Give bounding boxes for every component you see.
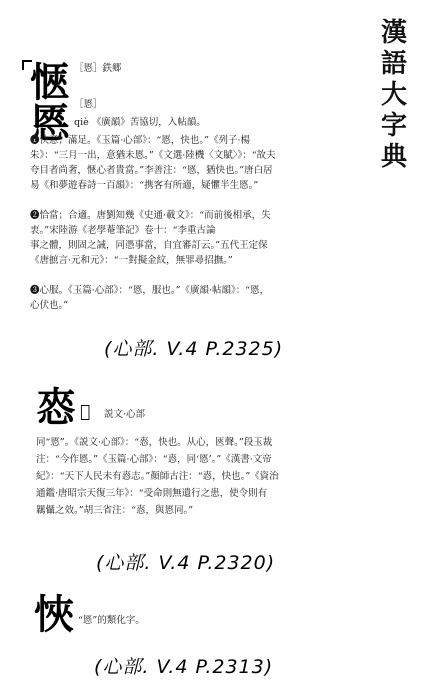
- entry1-handwritten-ref: (心部. V.4 P.2325): [104, 338, 284, 360]
- entry1-definitions: [30, 134, 360, 314]
- entry1-line: 易《和夢遊春詩一百韻》：“携客有所適，疑懼半生㥦。”: [30, 180, 259, 191]
- entry3-handwritten-ref: (心部. V.4 P.2313): [94, 656, 274, 678]
- entry2-handwritten-ref: (心部. V.4 P.2320): [96, 552, 276, 574]
- entry3-text: “㥦”的類化字。: [78, 615, 145, 626]
- entry2-line: 注：“今作㥦。”《玉篇·心部》：“㤲，同‘㥦’。”《漢書·文帝: [36, 454, 272, 465]
- entry1-line: 朱》：“三月一出，意猶未㥦。”《文選·陸機〈文賦〉》：“故夫: [30, 150, 276, 161]
- entry2-line: 同“㥦”。《説文·心部》：“㤲，快也。从心，匧聲。”段玉裁: [36, 437, 273, 448]
- title-char-2: 語: [380, 49, 407, 79]
- entry1-line: ❸心服。《玉篇·心部》：“㥦，服也。”《廣韻·帖韻》：“㥦，: [30, 285, 270, 296]
- entry2-definitions: [36, 436, 366, 526]
- entry1-line: 事之體，則固之誡，同憑事當，自宜審訂云。”五代王定保: [30, 240, 268, 251]
- title-char-5: 典: [380, 142, 407, 172]
- entry1-line: ❶快意；滿足。《玉篇·心部》：“㥦，快也。”《列子·楊: [30, 135, 251, 146]
- title-char-1: 漢: [380, 18, 407, 48]
- entry1-line: 心伏也。”: [30, 300, 69, 311]
- entry1-char-a: 愜: [30, 59, 70, 106]
- seal-script-glyph: 𢗅: [80, 402, 91, 422]
- entry1-pronunciation: qiè 《廣韻》苦協切，入帖韻。: [74, 117, 206, 128]
- entry2-line: 通鑑·唐昭宗天復三年》：“受命則無遺行之患，使令則有: [36, 488, 268, 499]
- entry1-char-b: 㥦: [30, 100, 70, 147]
- entry1-line: 夸目者尚奢，愜心者貴當。”李善注：“㥦，猶快也。”唐白居: [30, 165, 273, 176]
- entry2-line: 紀》：“天下人民未有㤲志。”顏師古注：“㤲，快也。”《資治: [36, 471, 279, 482]
- entry1-sub-char: ［㥦］: [74, 99, 103, 110]
- entry1-line: 衷。”宋陸游《老學菴筆記》卷十：“李重古論: [30, 225, 216, 236]
- entry1-header: ［㥦］鉄郷: [74, 63, 122, 74]
- title-char-3: 大: [380, 80, 407, 110]
- title-char-4: 字: [380, 111, 407, 141]
- dictionary-title: [377, 18, 411, 173]
- entry2-seal-caption: 説文·心部: [104, 409, 146, 420]
- entry1-line: 《唐摭言·元和元》：“一對擬金紋，無罪尋招撫。”: [30, 255, 233, 266]
- entry1-line: ❷恰當；合適。唐劉知幾《史通·載文》：“而前後相承，失: [30, 210, 271, 221]
- entry3-char: 悏: [34, 591, 74, 638]
- entry2-line: 羈懾之效。”胡三省注：“㤲，與㥦同。”: [36, 505, 194, 516]
- entry2-char: 㤲: [36, 384, 76, 431]
